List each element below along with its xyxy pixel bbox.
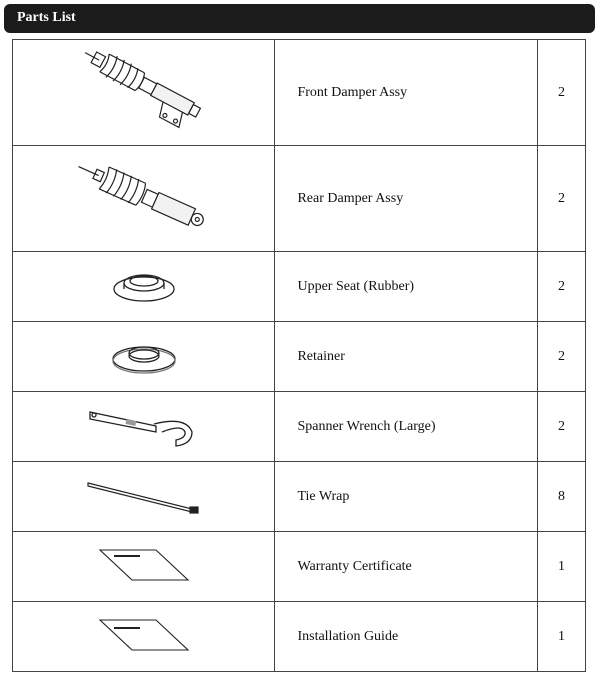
part-quantity: 8 bbox=[537, 462, 585, 532]
table-row bbox=[13, 392, 586, 462]
part-quantity: 2 bbox=[537, 40, 585, 146]
tie-wrap-icon bbox=[84, 477, 204, 517]
upper-seat-icon bbox=[109, 267, 179, 307]
spanner-wrench-icon bbox=[84, 404, 204, 450]
part-name: Retainer bbox=[275, 322, 537, 392]
table-row bbox=[13, 322, 586, 392]
part-image-cell bbox=[13, 532, 275, 602]
part-quantity: 2 bbox=[537, 252, 585, 322]
retainer-icon bbox=[109, 337, 179, 377]
part-image-cell bbox=[13, 392, 275, 462]
part-image-cell bbox=[13, 252, 275, 322]
parts-list-header bbox=[4, 4, 595, 33]
part-image-cell bbox=[13, 146, 275, 252]
part-name: Spanner Wrench (Large) bbox=[275, 392, 537, 462]
table-row bbox=[13, 146, 586, 252]
part-image-cell bbox=[13, 40, 275, 146]
part-image-cell bbox=[13, 322, 275, 392]
part-name: Installation Guide bbox=[275, 602, 537, 672]
rear-damper-icon bbox=[69, 154, 219, 244]
part-name: Front Damper Assy bbox=[275, 40, 537, 146]
table-row bbox=[13, 532, 586, 602]
front-damper-icon bbox=[69, 45, 219, 141]
table-row bbox=[13, 462, 586, 532]
part-name: Rear Damper Assy bbox=[275, 146, 537, 252]
part-image-cell bbox=[13, 602, 275, 672]
part-quantity: 1 bbox=[537, 602, 585, 672]
header-title: Parts List bbox=[17, 10, 76, 25]
table-row bbox=[13, 40, 586, 146]
part-name: Warranty Certificate bbox=[275, 532, 537, 602]
part-name: Tie Wrap bbox=[275, 462, 537, 532]
table-row bbox=[13, 252, 586, 322]
part-quantity: 1 bbox=[537, 532, 585, 602]
part-quantity: 2 bbox=[537, 322, 585, 392]
parts-table bbox=[12, 39, 586, 672]
warranty-card-icon bbox=[96, 546, 192, 588]
part-quantity: 2 bbox=[537, 146, 585, 252]
guide-sheet-icon bbox=[96, 616, 192, 658]
table-row bbox=[13, 602, 586, 672]
part-quantity: 2 bbox=[537, 392, 585, 462]
part-name: Upper Seat (Rubber) bbox=[275, 252, 537, 322]
part-image-cell bbox=[13, 462, 275, 532]
